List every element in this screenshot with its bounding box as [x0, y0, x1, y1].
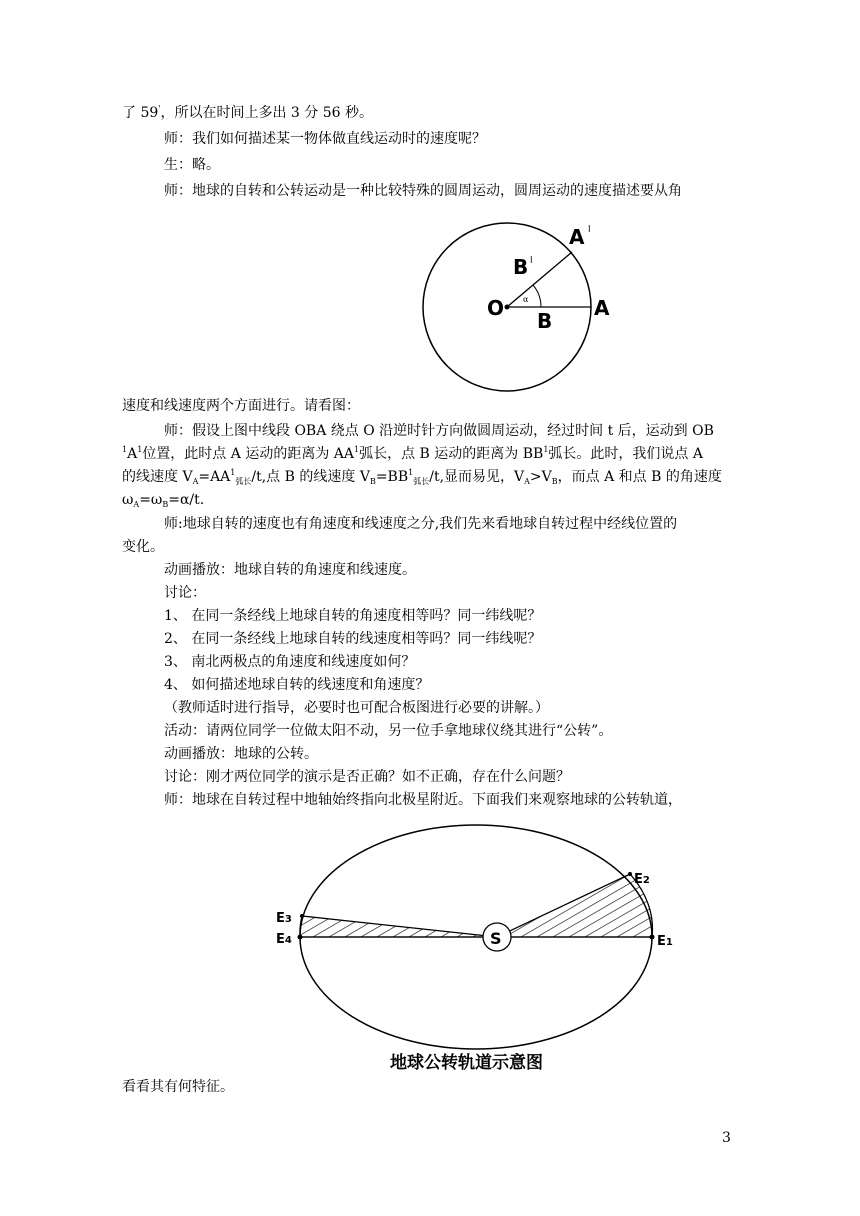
prime-mark: ' [158, 104, 161, 113]
center-point [505, 305, 510, 310]
subscript: A [133, 500, 140, 509]
label-a1-prime: l [588, 225, 591, 235]
text: >V [529, 469, 552, 485]
angle-label: α [523, 295, 529, 304]
subscript: 弧长 [413, 477, 430, 486]
label-o: O [487, 296, 505, 320]
prime-mark: 1 [230, 468, 236, 477]
label-e4: E4 [276, 932, 292, 947]
paragraph-7 [122, 444, 703, 466]
text: 弧长。此时，我们说点 A [548, 446, 703, 462]
text: =AA [198, 469, 231, 485]
text: A [127, 446, 138, 462]
paragraph-20: 动画播放：地球的公转。 [164, 746, 318, 762]
text: =BB [375, 469, 409, 485]
text: 的线速度 V [122, 469, 193, 485]
paragraph-19: 活动：请两位同学一位做太阳不动，另一位手拿地球仪绕其进行“公转”。 [164, 723, 613, 739]
text: 弧长，点 B 运动的距离为 BB [359, 446, 544, 462]
label-a1: A [569, 225, 585, 249]
point-e4 [298, 935, 303, 940]
subscript: B [162, 500, 169, 509]
list-item-3: 3、 南北两极点的角速度和线速度如何？ [164, 654, 416, 670]
orbit-diagram [268, 824, 673, 1074]
text: 位置，此时点 A 运动的距离为 AA [142, 446, 354, 462]
paragraph-9 [122, 490, 204, 512]
subscript: B [369, 477, 376, 486]
text: /t,显而易见，V [429, 469, 525, 485]
label-s: S [490, 929, 502, 948]
paragraph-23: 看看其有何特征。 [122, 1079, 234, 1095]
paragraph-3: 生：略。 [164, 157, 220, 173]
label-e2: E2 [634, 872, 650, 887]
paragraph-8 [122, 467, 722, 489]
text: /t,点 B 的线速度 V [251, 469, 370, 485]
text: 了 59 [122, 105, 159, 121]
text: =α/t. [168, 492, 205, 508]
paragraph-6: 师：假设上图中线段 OBA 绕点 O 沿逆时针方向做圆周运动，经过时间 t 后，运动到 OB [164, 423, 714, 439]
list-item-2: 2、 在同一条经线上地球自转的线速度相等吗？同一纬线呢？ [164, 631, 542, 647]
paragraph-4: 师：地球的自转和公转运动是一种比较特殊的圆周运动，圆周运动的速度描述要从角 [164, 183, 682, 199]
prime-mark: 1 [543, 445, 549, 454]
prime-mark: 1 [122, 445, 128, 454]
subscript: B [551, 477, 558, 486]
paragraph-2: 师：我们如何描述某一物体做直线运动时的速度呢？ [164, 131, 486, 147]
sector-e3-e4 [300, 916, 497, 937]
label-e1: E1 [657, 934, 673, 949]
circular-motion-figure [405, 212, 625, 392]
paragraph-12: 动画播放：地球自转的角速度和线速度。 [164, 562, 416, 578]
label-b1: B [513, 255, 529, 279]
text: =ω [139, 492, 163, 508]
list-item-4: 4、 如何描述地球自转的线速度和角速度？ [164, 677, 430, 693]
paragraph-18: （教师适时进行指导，必要时也可配合板图进行必要的讲解。） [164, 700, 549, 716]
figure-caption: 地球公转轨道示意图 [390, 1053, 543, 1073]
prime-mark: 1 [408, 468, 414, 477]
page-number: 3 [722, 1130, 731, 1146]
list-item-1: 1、 在同一条经线上地球自转的角速度相等吗？同一纬线呢？ [164, 608, 542, 624]
label-e3: E3 [276, 911, 292, 926]
sector-e1-e2 [497, 874, 652, 937]
angle-arc [533, 285, 541, 307]
paragraph-10: 师:地球自转的速度也有角速度和线速度之分,我们先来看地球自转过程中经线位置的 [164, 516, 678, 532]
label-a: A [594, 296, 610, 320]
paragraph-21: 讨论：刚才两位同学的演示是否正确？如不正确，存在什么问题？ [164, 769, 570, 785]
text: ω [122, 492, 134, 508]
text: ，所以在时间上多出 3 分 56 秒。 [160, 105, 373, 121]
prime-mark: 1 [354, 445, 360, 454]
paragraph-5: 速度和线速度两个方面进行。请看图： [122, 398, 360, 414]
paragraph-11: 变化。 [122, 539, 164, 555]
paragraph-13: 讨论： [164, 585, 206, 601]
subscript: 弧长 [235, 477, 252, 486]
paragraph-22: 师：地球在自转过程中地轴始终指向北极星附近。下面我们来观察地球的公转轨道， [164, 792, 682, 808]
prime-mark: 1 [137, 445, 143, 454]
subscript: A [524, 477, 530, 486]
point-e2 [628, 872, 632, 876]
point-e1 [650, 935, 655, 940]
label-b1-prime: l [530, 256, 533, 266]
label-b: B [537, 309, 553, 333]
text: ，而点 A 和点 B 的角速度 [557, 469, 722, 485]
paragraph-1 [122, 103, 373, 125]
point-e3 [300, 914, 304, 918]
subscript: A [192, 477, 199, 486]
